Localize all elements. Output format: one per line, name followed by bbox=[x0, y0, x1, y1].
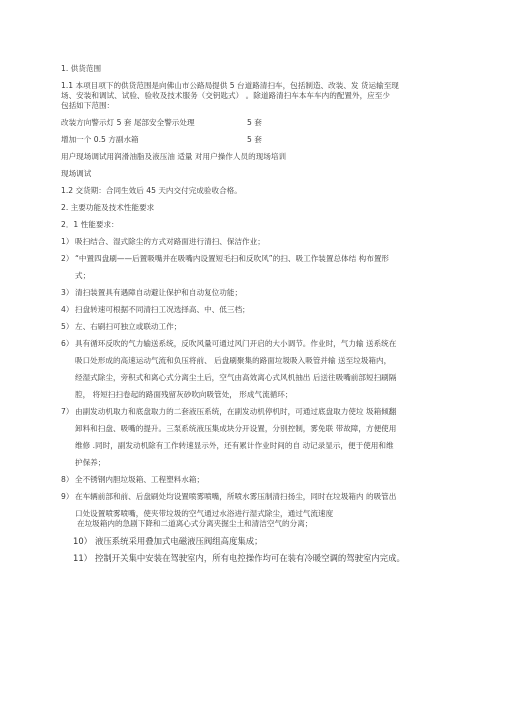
items-row bbox=[61, 118, 451, 128]
list-text: 式； bbox=[75, 271, 91, 280]
list-text: 控制开关集中安装在驾驶室内，所有电控操作均可在装有冷暖空调的驾驶室内完成。 bbox=[95, 553, 405, 563]
list-text: 在垃圾箱内的急剧下降和二道离心式分离夹掘尘土和清洁空气的分离； bbox=[77, 519, 313, 528]
list-text: 经湿式除尘，旁积式和离心式分离尘土后，空气由高效离心式风机抽出 后送往吸嘴前部短扫刷隔 bbox=[75, 373, 397, 382]
list-item bbox=[61, 322, 451, 332]
items-row bbox=[61, 135, 451, 145]
list-text: 卸料和扫盘、吸嘴的提升。三泵系统液压集成块分开设置，分别控制，雾免联 带故障，方便使用 bbox=[75, 424, 397, 433]
list-text: “中置四盘刷——后置吸嘴并在吸嘴内设置短毛扫和反吹风”的扫、吸工作装置总体结 构布置形 bbox=[75, 254, 390, 263]
text-line: 包括如下范围： bbox=[61, 101, 115, 110]
text-line: 场、安装和调试、试验、验收及技术服务（交钥匙式） 。除道路清扫车本车车内的配置外，应至少 bbox=[61, 91, 390, 100]
paragraph-1-1 bbox=[61, 81, 451, 111]
delivery-period: 1.2 交货期：合同生效后 45 天内交付完成验收合格。 bbox=[61, 186, 242, 195]
list-number: 11） bbox=[73, 553, 93, 563]
items-table bbox=[61, 118, 451, 145]
list-number: 1） bbox=[61, 237, 74, 246]
item-qty: 5 套 bbox=[247, 118, 262, 127]
list-number: 3） bbox=[61, 288, 74, 297]
requirements-list bbox=[61, 237, 451, 563]
list-item bbox=[61, 492, 451, 529]
list-item bbox=[61, 288, 451, 298]
list-text: 吸扫结合、湿式除尘的方式对路面进行清扫、保洁作业； bbox=[75, 237, 265, 246]
list-item bbox=[61, 407, 451, 468]
list-text: 左、右刷扫可独立或联动工作； bbox=[75, 322, 182, 331]
item-name: 改装方向警示灯 5 套 尾部安全警示处理 bbox=[61, 118, 195, 127]
subsection-title-performance: 2．1 性能要求： bbox=[61, 220, 119, 229]
list-text: 口处设置喷雾喷嘴，使夹带垃圾的空气通过水浴进行湿式除尘，通过气流速度 bbox=[75, 509, 334, 518]
list-number: 10） bbox=[73, 536, 93, 546]
list-text: 扫盘转速可根据不同清扫工况选择高、中、低三档； bbox=[75, 305, 250, 314]
list-item bbox=[61, 305, 451, 315]
list-text: 清扫装置具有遇障自动避让保护和自动复位功能； bbox=[75, 288, 243, 297]
item-name: 增加一个 0.5 方副水箱 bbox=[61, 135, 139, 144]
list-text: 具有循环反吹的气力输送系统，反吹风量可通过风门开启的大小调节。作业时，气力输 送系统在 bbox=[75, 339, 397, 348]
list-number: 5） bbox=[61, 322, 74, 331]
list-item bbox=[61, 475, 451, 485]
list-item bbox=[61, 536, 451, 546]
list-number: 8） bbox=[61, 475, 74, 484]
list-text: 腔， 将短扫扫卷起的路面残留灰砂吹向吸管处， 形成气流循环； bbox=[75, 390, 293, 399]
list-text: 护保养； bbox=[75, 458, 106, 467]
list-item bbox=[61, 339, 451, 400]
text-line: 1.1 本项目项下的供货范围是向佛山市公路局提供 5 台道路清扫车，包括制造、改装、发 货运输至现 bbox=[61, 81, 399, 90]
list-number: 4） bbox=[61, 305, 74, 314]
list-number: 6） bbox=[61, 339, 74, 348]
list-text: 在车辆前部和前、后盘刷处均设置喷雾喷嘴，所喷水雾压制清扫扬尘，同时在垃圾箱内 的吸管出 bbox=[75, 492, 397, 501]
list-text: 由副发动机取力和底盘取力的二套液压系统，在副发动机停机时，可通过底盘取力使垃 圾箱倾翻 bbox=[75, 407, 397, 416]
section-title-functions: 2. 主要功能及技术性能要求 bbox=[61, 203, 155, 212]
list-number: 2） bbox=[61, 254, 74, 263]
section-title-supply-scope: 1. 供货范围 bbox=[61, 64, 102, 73]
list-item bbox=[61, 553, 451, 563]
text-line: 用户现场调试用润滑油脂及液压油 适量 对用户操作人员的现场培训 bbox=[61, 152, 287, 161]
list-text: 液压系统采用叠加式电磁液压阀组高度集成； bbox=[95, 536, 263, 546]
document-body bbox=[61, 64, 451, 563]
list-number: 7） bbox=[61, 407, 74, 416]
list-text: 吸口处形成的高速运动气流和负压将前、 后盘刷聚集的路面垃圾吸入吸管并输 送至垃圾箱内， bbox=[75, 356, 392, 365]
list-item bbox=[61, 237, 451, 247]
text-line: 现场调试 bbox=[61, 169, 92, 178]
list-item bbox=[61, 254, 451, 281]
item-qty: 5 套 bbox=[247, 135, 262, 144]
list-text: 维修 .同时，副发动机除有工作转速显示外，还有累计作业时间的自 动记录显示，便于使用和维 bbox=[75, 441, 394, 450]
list-number: 9） bbox=[61, 492, 74, 501]
list-text: 全不锈钢内胆垃圾箱、工程塑料水箱； bbox=[75, 475, 205, 484]
